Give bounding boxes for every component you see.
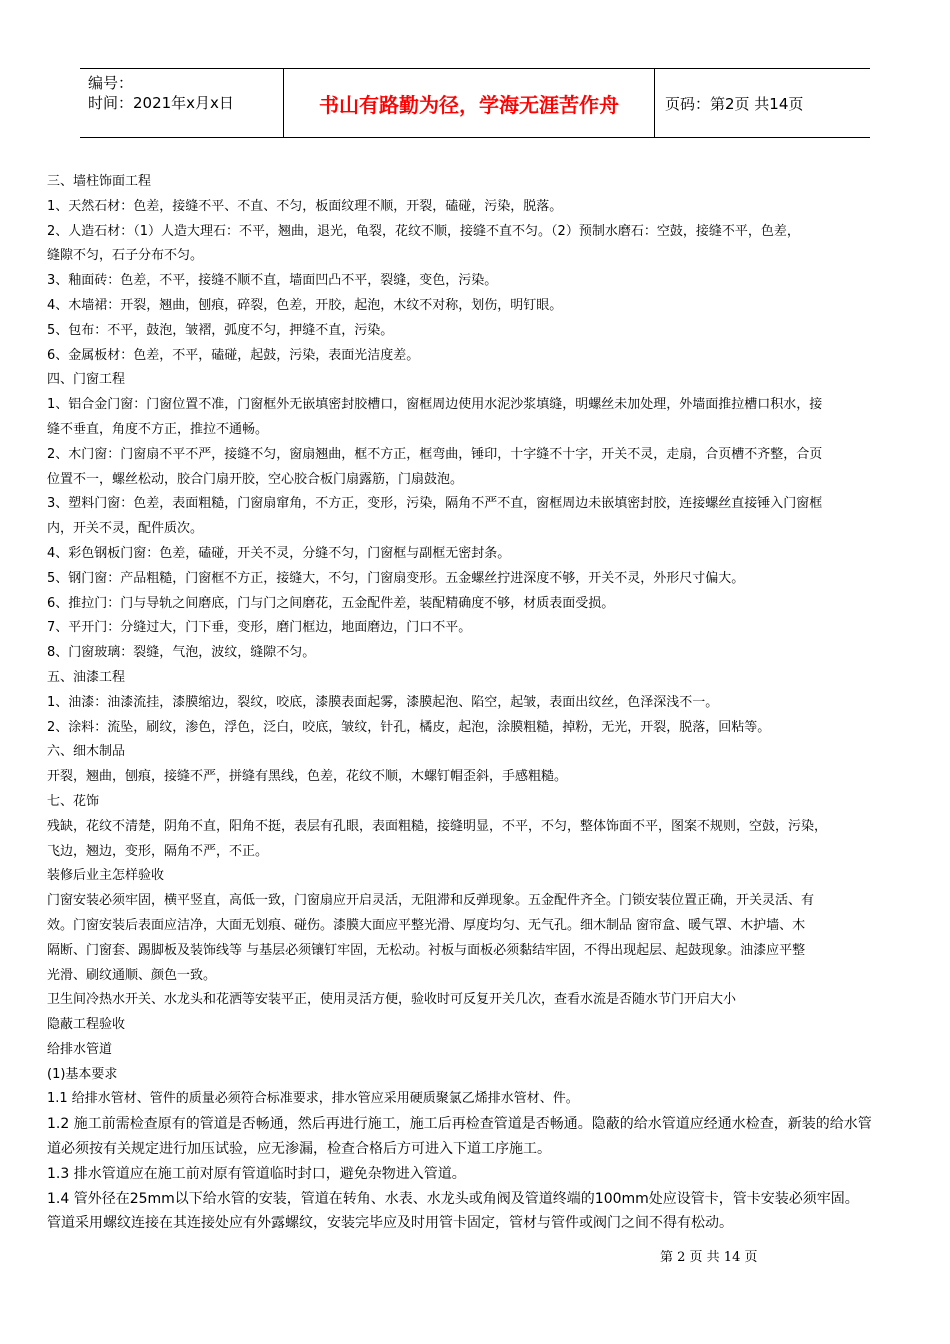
document-time-label: 时间：2021年x月x日 xyxy=(88,94,234,112)
text-line: 七、花饰 xyxy=(47,793,100,809)
text-line: 1、铝合金门窗：门窗位置不准，门窗框外无嵌填密封胶槽口，窗框周边使用水泥沙浆填缝，明螺丝未加处理，外墙面推拉槽口积水，接 xyxy=(47,397,823,413)
text-line: 卫生间冷热水开关、水龙头和花洒等安装平正，使用灵活方便，验收时可反复开关几次，查看水流是否随水节门开启大小 xyxy=(47,992,737,1008)
text-line: 6、推拉门：门与导轨之间磨底，门与门之间磨花，五金配件差，装配精确度不够，材质表面受损。 xyxy=(47,595,615,611)
text-line: 三、墙柱饰面工程 xyxy=(47,174,152,189)
text-line: 3、塑料门窗：色差，表面粗糙，门窗扇窜角，不方正，变形，污染，隔角不严不直，窗框周边未嵌填密封胶，连接螺丝直接锤入门窗框 xyxy=(47,496,823,512)
text-line: 1、油漆：油漆流挂，漆膜缩边，裂纹，咬底，漆膜表面起雾，漆膜起泡、陷空，起皱，表面出纹丝，色泽深浅不一。 xyxy=(47,694,719,710)
text-line: 六、细木制品 xyxy=(47,744,126,760)
text-line: 内，开关不灵，配件质次。 xyxy=(47,521,204,537)
text-line: 位置不一，螺丝松动，胶合门扇开胶，空心胶合板门扇露筋，门扇鼓泡。 xyxy=(47,471,464,487)
text-line: 效。门窗安装后表面应洁净，大面无划痕、碰伤。漆膜大面应平整光滑、厚度均匀、无气孔。细木制品 窗帘盒、暖气罩、木护墙、木 xyxy=(47,917,806,933)
text-line: 四、门窗工程 xyxy=(47,372,126,388)
text-line: 6、金属板材：色差，不平，磕碰，起鼓，污染，表面光洁度差。 xyxy=(47,347,420,363)
text-line: 隔断、门窗套、踢脚板及装饰线等 与基层必须镶钉牢固，无松动。衬板与面板必须黏结牢固，不得出现起层、起鼓现象。油漆应平整 xyxy=(47,942,806,958)
text-line: 1.3 排水管道应在施工前对原有管道临时封口，避免杂物进入管道。 xyxy=(47,1165,466,1182)
document-number-label: 编号： xyxy=(88,74,134,92)
header-page-label: 页码：第2页 共14页 xyxy=(665,94,804,113)
text-line: (1)基本要求 xyxy=(47,1066,118,1082)
text-line: 4、木墙裙：开裂，翘曲，刨痕，碎裂，色差，开胶，起泡，木纹不对称，划伤，明钉眼。 xyxy=(47,297,563,313)
header-motto-cell xyxy=(283,69,655,137)
text-line: 装修后业主怎样验收 xyxy=(47,868,165,884)
text-line: 1.2 施工前需检查原有的管道是否畅通，然后再进行施工，施工后再检查管道是否畅通。隐蔽的给水管道应经通水检查，新装的给水管 xyxy=(47,1116,872,1133)
text-line: 3、釉面砖：色差，不平，接缝不顺不直，墙面凹凸不平，裂缝，变色，污染。 xyxy=(47,273,498,289)
text-line: 5、包布：不平，鼓泡，皱褶，弧度不匀，押缝不直，污染。 xyxy=(47,322,394,338)
text-line: 开裂，翘曲，刨痕，接缝不严，拼缝有黑线，色差，花纹不顺，木螺钉帽歪斜，手感粗糙。 xyxy=(47,769,568,785)
text-line: 残缺，花纹不清楚，阴角不直，阳角不挺，表层有孔眼，表面粗糙，接缝明显，不平，不匀，整体饰面不平，图案不规则，空鼓，污染， xyxy=(47,818,828,834)
text-line: 给排水管道 xyxy=(47,1041,113,1057)
text-line: 5、钢门窗：产品粗糙，门窗框不方正，接缝大，不匀，门窗扇变形。五金螺丝拧进深度不够，开关不灵，外形尺寸偏大。 xyxy=(47,570,745,586)
text-line: 门窗安装必须牢固，横平竖直，高低一致，门窗扇应开启灵活，无阻滞和反弹现象。五金配件齐全。门锁安装位置正确，开关灵活、有 xyxy=(47,893,815,909)
page-footer: 第 2 页 共 14 页 xyxy=(660,1250,758,1265)
text-line: 光滑、刷纹通顺、颜色一致。 xyxy=(47,967,217,983)
text-line: 1.4 管外径在25mm以下给水管的安装，管道在转角、水表、水龙头或角阀及管道终端的100mm处应设管卡，管卡安装必须牢固。 xyxy=(47,1190,859,1207)
text-line: 2、人造石材：（1）人造大理石：不平，翘曲，退光，龟裂，花纹不顺，接缝不直不匀。（2）预制水磨石：空鼓，接缝不平，色差， xyxy=(47,223,800,239)
page-header xyxy=(80,68,870,138)
text-line: 2、涂料：流坠，刷纹，渗色，浮色，泛白，咬底，皱纹，针孔，橘皮，起泡，涂膜粗糙，掉粉，无光，开裂，脱落，回粘等。 xyxy=(47,719,771,735)
text-line: 4、彩色钢板门窗：色差，磕碰，开关不灵，分缝不匀，门窗框与副框无密封条。 xyxy=(47,545,511,561)
text-line: 1、天然石材：色差，接缝不平、不直、不匀，板面纹理不顺，开裂，磕碰，污染，脱落。 xyxy=(47,198,563,214)
text-line: 8、门窗玻璃：裂缝，气泡，波纹，缝隙不匀。 xyxy=(47,645,316,661)
header-page-cell xyxy=(655,69,870,137)
header-meta xyxy=(80,69,283,137)
header-motto: 书山有路勤为径，学海无涯苦作舟 xyxy=(319,92,619,117)
text-line: 道必须按有关规定进行加压试验，应无渗漏，检查合格后方可进入下道工序施工。 xyxy=(47,1141,551,1158)
text-line: 管道采用螺纹连接在其连接处应有外露螺纹，安装完毕应及时用管卡固定，管材与管件或阀门之间不得有松动。 xyxy=(47,1215,733,1232)
text-line: 缝隙不匀，石子分布不匀。 xyxy=(47,248,204,264)
text-line: 2、木门窗：门窗扇不平不严，接缝不匀，窗扇翘曲，框不方正，框弯曲，锤印，十字缝不十字，开关不灵，走扇，合页槽不齐整，合页 xyxy=(47,446,823,462)
text-line: 缝不垂直，角度不方正，推拉不通畅。 xyxy=(47,421,269,437)
text-line: 7、平开门：分缝过大，门下垂，变形，磨门框边，地面磨边，门口不平。 xyxy=(47,620,472,636)
text-line: 1.1 给排水管材、管件的质量必须符合标准要求，排水管应采用硬质聚氯乙烯排水管材、件。 xyxy=(47,1091,579,1107)
text-line: 五、油漆工程 xyxy=(47,669,126,685)
text-line: 飞边，翘边，变形，隔角不严，不正。 xyxy=(47,843,269,859)
document-body xyxy=(47,170,915,1236)
text-line: 隐蔽工程验收 xyxy=(47,1017,126,1033)
